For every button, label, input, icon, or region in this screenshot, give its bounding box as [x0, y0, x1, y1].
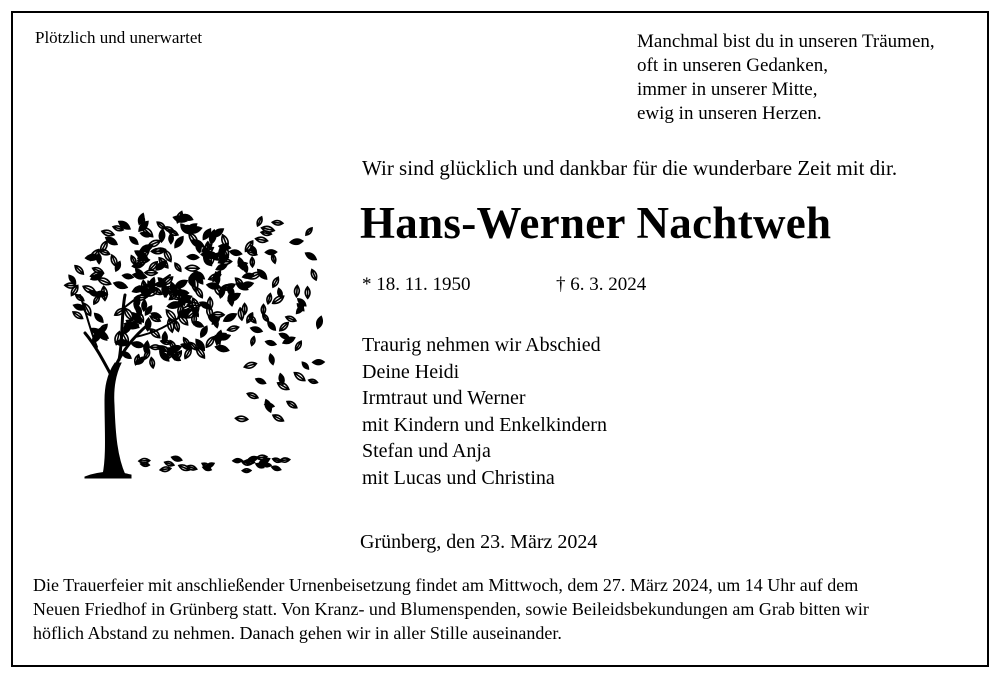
mourner-line: Stefan und Anja — [362, 440, 491, 462]
poem-line: oft in unseren Gedanken, — [637, 55, 828, 76]
poem — [637, 30, 935, 126]
mourner-line: Irmtraut und Werner — [362, 387, 526, 409]
poem-line: Manchmal bist du in unseren Träumen, — [637, 31, 935, 52]
poem-line: ewig in unseren Herzen. — [637, 103, 822, 124]
mourner-line: Deine Heidi — [362, 360, 460, 383]
funeral-notice — [33, 573, 973, 645]
mourner-line: mit Lucas und Christina — [362, 466, 555, 489]
gratitude-line: Wir sind glücklich und dankbar für die wunderbare Zeit mit dir. — [362, 156, 898, 180]
mourners-list — [362, 332, 607, 491]
place-date: Grünberg, den 23. März 2024 — [360, 531, 598, 553]
mourner-line: Traurig nehmen wir Abschied — [362, 334, 601, 356]
deceased-name: Hans-Werner Nachtweh — [360, 198, 832, 248]
poem-line: immer in unserer Mitte, — [637, 79, 818, 100]
notice-line: Die Trauerfeier mit anschließender Urnenbeisetzung findet am Mittwoch, dem 27. März 2024, um 14 Uhr auf dem — [33, 575, 859, 595]
death-date: † 6. 3. 2024 — [556, 274, 647, 295]
notice-line: Neuen Friedhof in Grünberg statt. Von Kranz- und Blumenspenden, sowie Beileidsbekundungen am Grab bitten wir — [33, 599, 869, 619]
intro-text: Plötzlich und unerwartet — [35, 28, 203, 47]
notice-line: höflich Abstand zu nehmen. Danach gehen wir in aller Stille auseinander. — [33, 623, 562, 643]
tree-in-wind-icon — [45, 195, 340, 480]
birth-date: * 18. 11. 1950 — [362, 274, 471, 295]
mourner-line: mit Kindern und Enkelkindern — [362, 413, 607, 436]
